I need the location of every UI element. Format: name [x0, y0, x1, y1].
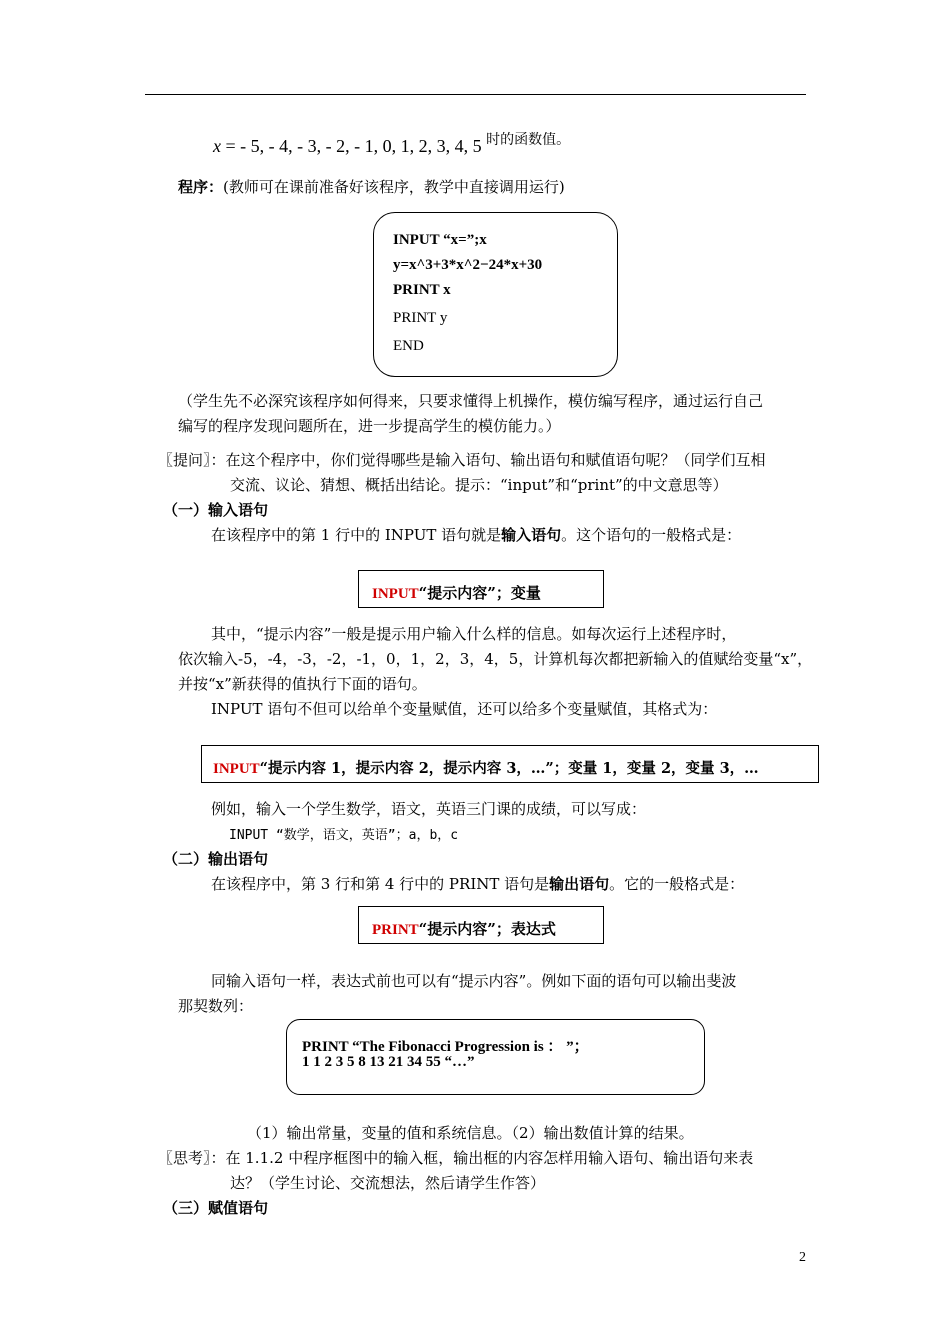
- math-suffix: 时的函数值。: [486, 133, 571, 148]
- input-multi: INPUT 语句不但可以给单个变量赋值，还可以给多个变量赋值，其格式为：: [211, 700, 718, 718]
- think-line-1: 〖思考〗：在 1.1.2 中程序框图中的输入框，输出框的内容怎样用输入语句、输出语句来表: [158, 1149, 754, 1167]
- input-multi-rest: “提示内容 1，提示内容 2，提示内容 3，…”；变量 1，变量 2，变量 3，…: [259, 760, 759, 777]
- code-line-3: PRINT x: [393, 282, 451, 298]
- output-format-keyword: PRINT: [372, 922, 419, 938]
- function-values-line: [213, 133, 571, 157]
- output-desc-pre: 在该程序中，第 3 行和第 4 行中的 PRINT 语句是: [211, 875, 550, 893]
- input-desc: [211, 524, 741, 545]
- header-rule: [145, 94, 806, 95]
- output-explain-1: 同输入语句一样，表达式前也可以有“提示内容”。例如下面的语句可以输出斐波: [211, 972, 737, 990]
- output-uses: （1）输出常量，变量的值和系统信息。（2）输出数值计算的结果。: [247, 1124, 694, 1142]
- assign-heading: （三）赋值语句: [163, 1199, 269, 1217]
- output-explain-2: 那契数列：: [178, 997, 254, 1015]
- program-note: (教师可在课前准备好该程序，教学中直接调用运行): [223, 178, 565, 196]
- code-line-4: PRINT y: [393, 310, 448, 326]
- input-explain-1: 其中，“提示内容”一般是提示用户输入什么样的信息。如每次运行上述程序时，: [211, 625, 737, 643]
- output-desc-post: 。它的一般格式是：: [609, 875, 745, 893]
- page-number: 2: [799, 1250, 806, 1265]
- input-example-code: INPUT “数学，语文，英语”；a，b，c: [229, 828, 459, 843]
- output-desc: [211, 873, 744, 894]
- input-example: 例如，输入一个学生数学，语文，英语三门课的成绩，可以写成：: [211, 800, 647, 818]
- code-line-5: END: [393, 338, 424, 354]
- input-format: [372, 582, 541, 603]
- input-desc-bold: 输入语句: [501, 526, 562, 544]
- student-note-line-2: 编写的程序发现问题所在，进一步提高学生的模仿能力。）: [178, 417, 561, 435]
- output-format: [372, 918, 556, 939]
- fibonacci-line-1: PRINT “The Fibonacci Progression is ： ”；: [302, 1039, 589, 1055]
- input-desc-post: 。这个语句的一般格式是：: [561, 526, 742, 544]
- question-line-1: 〖提问〗：在这个程序中，你们觉得哪些是输入语句、输出语句和赋值语句呢？（同学们互相: [158, 451, 766, 469]
- input-explain-3: 并按“x”新获得的值执行下面的语句。: [178, 675, 427, 693]
- input-explain-2: 依次输入-5，-4，-3，-2，-1，0，1，2，3，4，5，计算机每次都把新输入的值赋给变量“x”，: [178, 650, 813, 668]
- output-desc-bold: 输出语句: [549, 875, 610, 893]
- output-format-rest: “提示内容”；表达式: [418, 920, 556, 938]
- input-multi-keyword: INPUT: [213, 761, 260, 777]
- output-heading: （二）输出语句: [163, 850, 269, 868]
- code-line-1: INPUT “x=”;x: [393, 232, 487, 248]
- input-format-rest: “提示内容”；变量: [418, 584, 541, 602]
- question-line-2: 交流、议论、猜想、概括出结论。提示：“input”和“print”的中文意思等）: [230, 476, 728, 494]
- input-heading: （一）输入语句: [163, 501, 269, 519]
- student-note-line-1: （学生先不必深究该程序如何得来，只要求懂得上机操作，模仿编写程序，通过运行自己: [178, 392, 764, 410]
- input-desc-pre: 在该程序中的第 1 行中的 INPUT 语句就是: [211, 526, 502, 544]
- input-format-keyword: INPUT: [372, 586, 419, 602]
- input-multi-format: [213, 757, 759, 778]
- program-label: 程序：: [178, 178, 224, 196]
- think-line-2: 达？（学生讨论、交流想法，然后请学生作答）: [230, 1174, 546, 1192]
- math-values: = - 5, - 4, - 3, - 2, - 1, 0, 1, 2, 3, 4, 5: [225, 136, 482, 156]
- program-line: [178, 176, 565, 197]
- math-variable: x: [213, 136, 221, 156]
- fibonacci-line-2: 1 1 2 3 5 8 13 21 34 55 “…”: [302, 1054, 475, 1070]
- code-line-2: y=x^3+3*x^2−24*x+30: [393, 257, 543, 273]
